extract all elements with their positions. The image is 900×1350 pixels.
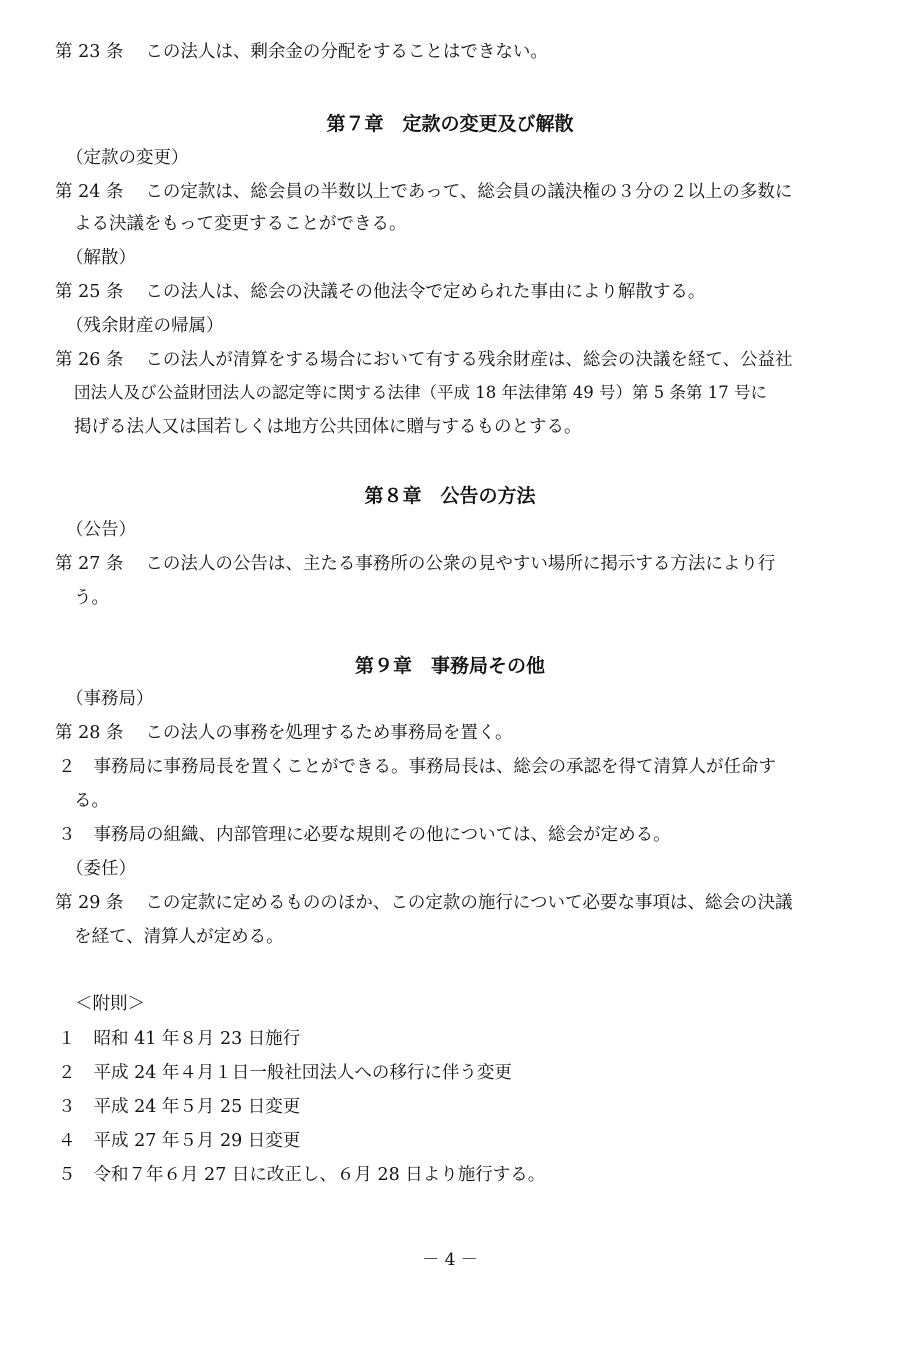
article-28-para-3-line-1 xyxy=(58,827,671,845)
article-29-line-1 xyxy=(55,895,793,913)
caption-article-24: （定款の変更） xyxy=(66,148,189,168)
article-number: 第 28 条 xyxy=(55,723,124,743)
article-28-para-2-line-1 xyxy=(58,759,776,777)
article-text: この定款は、総会員の半数以上であって、総会員の議決権の３分の２以上の多数に xyxy=(145,182,793,202)
article-27-line-1 xyxy=(55,556,775,574)
paragraph-text: 事務局に事務局長を置くことができる。事務局長は、総会の承認を得て清算人が任命す xyxy=(93,757,776,777)
caption-article-25: （解散） xyxy=(66,248,136,268)
article-number: 第 25 条 xyxy=(55,282,124,302)
article-text: この法人の公告は、主たる事務所の公衆の見やすい場所に掲示する方法により行 xyxy=(145,554,776,574)
article-number: 第 29 条 xyxy=(55,893,124,913)
supplementary-heading: ＜附則＞ xyxy=(75,994,145,1014)
article-text: この法人が清算をする場合において有する残余財産は、総会の決議を経て、公益社 xyxy=(145,350,793,370)
article-29-line-2: を経て、清算人が定める。 xyxy=(74,927,284,947)
article-text: この法人は、剰余金の分配をすることはできない。 xyxy=(145,42,548,62)
item-text: 平成 27 年５月 29 日変更 xyxy=(93,1131,301,1151)
supplementary-item xyxy=(58,1065,512,1083)
item-number: ４ xyxy=(58,1131,76,1151)
item-number: ２ xyxy=(58,1063,76,1083)
article-text: この定款に定めるもののほか、この定款の施行について必要な事項は、総会の決議 xyxy=(145,893,793,913)
article-23-line-1 xyxy=(55,44,548,62)
item-number: ５ xyxy=(58,1165,76,1185)
page-number: － 4 － xyxy=(422,1250,478,1270)
article-26-line-2: 団法人及び公益財団法人の認定等に関する法律（平成 18 年法律第 49 号）第 5 条第 17 号に xyxy=(74,383,767,402)
article-number: 第 23 条 xyxy=(55,42,124,62)
article-number: 第 26 条 xyxy=(55,350,124,370)
article-number: 第 27 条 xyxy=(55,554,124,574)
article-24-line-1 xyxy=(55,184,792,202)
item-text: 令和７年６月 27 日に改正し、６月 28 日より施行する。 xyxy=(93,1165,546,1185)
supplementary-item xyxy=(58,1099,300,1117)
item-number: ３ xyxy=(58,1097,76,1117)
caption-article-29: （委任） xyxy=(66,859,136,879)
item-text: 平成 24 年４月１日一般社団法人への移行に伴う変更 xyxy=(93,1063,512,1083)
article-26-line-3: 掲げる法人又は国若しくは地方公共団体に贈与するものとする。 xyxy=(74,417,582,437)
item-text: 平成 24 年５月 25 日変更 xyxy=(93,1097,301,1117)
supplementary-item xyxy=(58,1167,545,1185)
article-number: 第 24 条 xyxy=(55,182,124,202)
paragraph-number: ２ xyxy=(58,757,76,777)
article-28-para-2-line-2: る。 xyxy=(74,791,109,811)
caption-article-28: （事務局） xyxy=(66,689,154,709)
supplementary-item xyxy=(58,1133,300,1151)
supplementary-item xyxy=(58,1031,300,1049)
article-text: この法人は、総会の決議その他法令で定められた事由により解散する。 xyxy=(145,282,706,302)
article-24-line-2: よる決議をもって変更することができる。 xyxy=(74,214,407,234)
paragraph-number: ３ xyxy=(58,825,76,845)
chapter-9-heading: 第９章 事務局その他 xyxy=(354,655,545,677)
item-number: １ xyxy=(58,1029,76,1049)
caption-article-27: （公告） xyxy=(66,520,136,540)
caption-article-26: （残余財産の帰属） xyxy=(66,316,224,336)
article-text: この法人の事務を処理するため事務局を置く。 xyxy=(145,723,513,743)
article-28-line-1 xyxy=(55,725,513,743)
article-26-line-1 xyxy=(55,352,793,370)
article-27-line-2: う。 xyxy=(74,588,109,608)
paragraph-text: 事務局の組織、内部管理に必要な規則その他については、総会が定める。 xyxy=(93,825,671,845)
chapter-7-heading: 第７章 定款の変更及び解散 xyxy=(326,113,574,135)
chapter-8-heading: 第８章 公告の方法 xyxy=(364,485,536,507)
item-text: 昭和 41 年８月 23 日施行 xyxy=(93,1029,301,1049)
article-25-line-1 xyxy=(55,284,705,302)
